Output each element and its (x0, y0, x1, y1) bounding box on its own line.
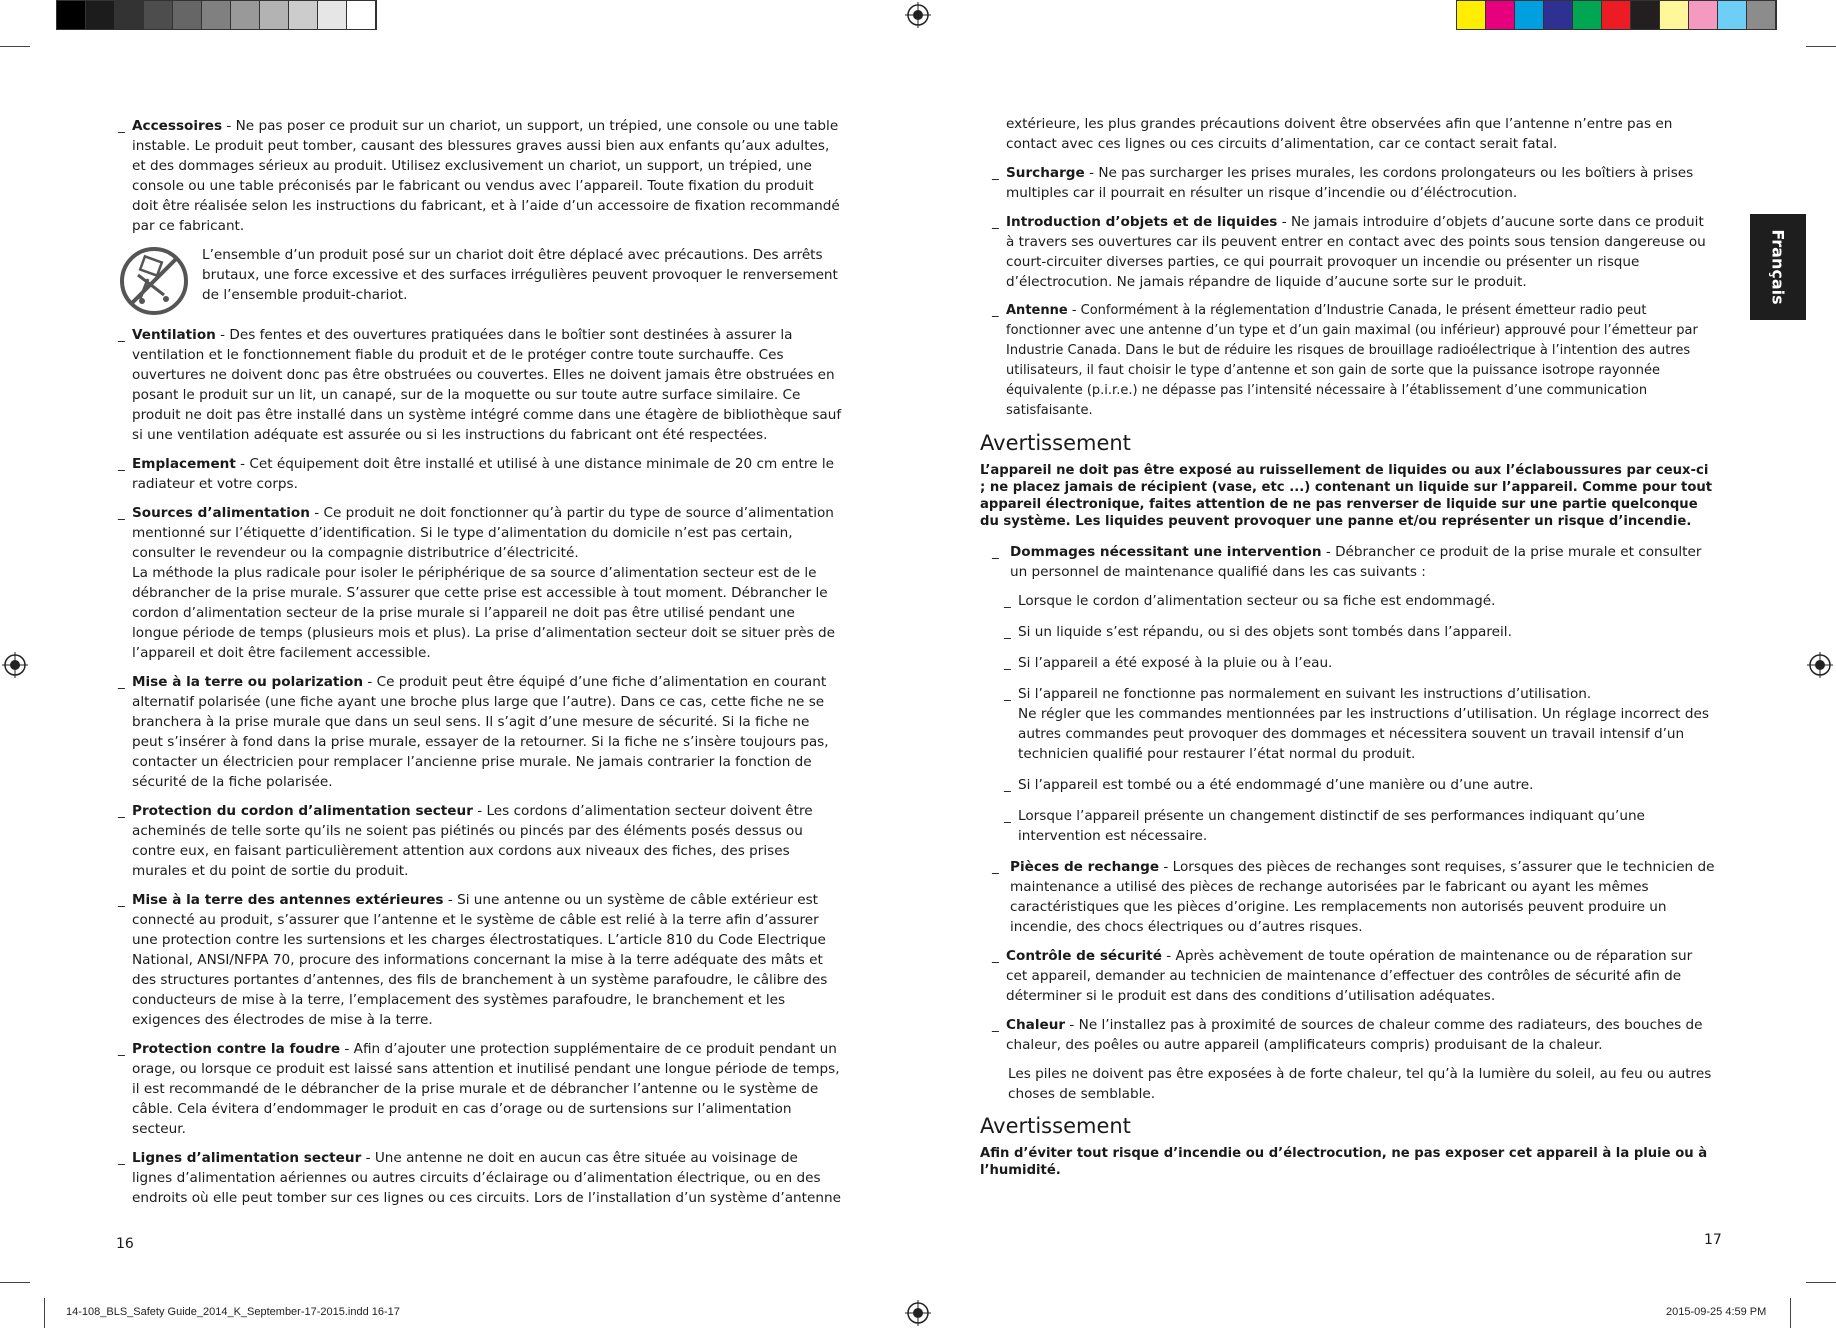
item-title: Mise à la terre ou polarization (132, 674, 364, 690)
item-title: Ventilation (132, 327, 216, 343)
crop-mark (1806, 46, 1836, 47)
item-title: Contrôle de sécurité (1006, 948, 1162, 964)
color-swatch (1457, 1, 1486, 29)
registration-mark-icon (905, 1300, 931, 1326)
damage-case: _ Si l’appareil est tombé ou a été endommagé d’une manière ou d’une autre. (992, 775, 1716, 795)
safety-item-cord-protection: _ Protection du cordon d’alimentation secteur - Les cordons d’alimentation secteur doivent être acheminés de telle sorte qu’ils ne soient pas piétinés ou pincés par des éléments posés dessus ou contre eux, en faisant particulièrement attention aux cordons aux niveaux des fiches, des prises murales et du point de sortie du produit. (118, 801, 842, 881)
color-swatch (1747, 1, 1776, 29)
item-title: Introduction d’objets et de liquides (1006, 214, 1278, 230)
process-color-bar (1456, 0, 1777, 30)
item-text: Après achèvement de toute opération de maintenance ou de réparation sur cet appareil, demander au technicien de maintenance d’effectuer des contrôles de sécurité afin de déterminer si le produit est dans des conditions d’utilisation adéquates. (1006, 948, 1693, 1004)
color-swatch (1486, 1, 1515, 29)
safety-item-power-lines: _ Lignes d’alimentation secteur - Une antenne ne doit en aucun cas être située au voisinage de lignes d’alimentation aériennes ou autres circuits d’éclairage ou d’alimentation électrique, ou en des endroits où elle peut tomber sur ces lignes ou ces circuits. Lors de l’installation d’un système d’antenne (118, 1148, 842, 1208)
continuation-text: extérieure, les plus grandes précautions doivent être observées afin que l’antenne n’entre pas en contact avec ces lignes ou ces circuits d’alimentation, car ce contact serait fatal. (1006, 116, 1673, 152)
item-title: Dommages nécessitant une intervention (1010, 544, 1322, 560)
item-text: Ne pas surcharger les prises murales, les cordons prolongateurs ou les boîtiers à prises multiples car il pourrait en résulter un risque d’incendie ou d’éléctrocution. (1006, 165, 1694, 201)
item-text: Ce produit peut être équipé d’une fiche d’alimentation en courant alternatif polarisée (une fiche ayant une broche plus large que l’autre). Dans ce cas, cette fiche ne se branchera à la prise murale que dans un seul sens. Il s’agit d’une mesure de sécurité. Si la fiche ne peut s’insérer à fond dans la prise murale, essayer de la retourner. Si la fiche ne s’insère toujours pas, contacter un électricien pour remplacer l’ancienne prise murale. Ne jamais contrarier la fonction de sécurité de la fiche polarisée. (132, 674, 829, 790)
damage-case-text: _ Si l’appareil ne fonctionne pas normalement en suivant les instructions d’utilisation. (1018, 686, 1592, 702)
registration-mark-icon (905, 2, 931, 28)
language-tab-label: Français (1768, 229, 1788, 305)
item-text: Des fentes et des ouvertures pratiquées dans le boîtier sont destinées à assurer la ventilation et le fonctionnement fiable du produit et de le protéger contre toute surchauffe. Ces ouvertures ne doivent donc pas être obstruées ou couvertes. Elles ne doivent jamais être obstruées en posant le produit sur un lit, un canapé, sur de la moquette ou sur toute autre surface similaire. Ce produit ne doit pas être installé dans un système intégré comme dans une étagère de bibliothèque sauf si une ventilation adéquate est assurée ou si les instructions du fabricant ont été respectées. (132, 327, 842, 443)
item-text-continued: La méthode la plus radicale pour isoler le périphérique de sa source d’alimentation secteur est de le débrancher de la prise murale. S’assurer que cette prise est accessible à tout moment. Débrancher le cordon d’alimentation secteur de la prise murale si l’appareil ne doit pas être utilisé pendant une longue période de temps (plusieurs mois et plus). La prise d’alimentation secteur doit se situer près de l’appareil et doit être facilement accessible. (132, 565, 835, 661)
color-swatch (1660, 1, 1689, 29)
item-text: Ne pas poser ce produit sur un chariot, un support, un trépied, une console ou une table instable. Le produit peut tomber, causant des blessures graves aussi bien aux enfants qu’aux adultes, et des dommages sérieux au produit. Utilisez exclusivement un chariot, un support, un trépied, une console ou une table préconisés par le fabricant ou vendus avec l’appareil. Toute fixation du produit doit être réalisée selon les instructions du fabricant, et à l’aide d’un accessoire de fixation recommandé par ce fabricant. (132, 118, 840, 234)
gray-swatch (86, 1, 115, 29)
footer-filename: 14-108_BLS_Safety Guide_2014_K_September-17-2015.indd 16-17 (66, 1306, 400, 1318)
safety-item-damage: _ Dommages nécessitant une intervention - Débrancher ce produit de la prise murale et consulter un personnel de maintenance qualifié dans les cas suivants : (992, 542, 1716, 582)
warning-heading: Avertissement (980, 1114, 1131, 1138)
safety-item-emplacement: _ Emplacement - Cet équipement doit être installé et utilisé à une distance minimale de 20 cm entre le radiateur et votre corps. (118, 454, 842, 494)
registration-mark-icon (1807, 652, 1833, 678)
item-text: Les cordons d’alimentation secteur doivent être acheminés de telle sorte qu’ils ne soient pas piétinés ou pincés par des éléments posés dessus ou contre eux, en faisant particulièrement attention aux cordons aux niveaux des fiches, des prises murales et du point de sortie du produit. (132, 803, 813, 879)
crop-mark (0, 1282, 30, 1283)
damage-case-detail: Ne régler que les commandes mentionnées par les instructions d’utilisation. Un réglage incorrect des autres commandes peut provoquer des dommages et nécessitera souvent un travail intensif d’un technicien qualifié pour restaurer l’état normal du produit. (1018, 706, 1709, 762)
item-text: Afin d’ajouter une protection supplémentaire de ce produit pendant un orage, ou lorsque ce produit est laissé sans attention et inutilisé pendant une longue période de temps, il est recommandé de le débrancher de la prise murale et de débrancher l’antenne ou le système de câble. Cela évitera d’endommager le produit en cas d’orage ou de surtensions sur l’alimentation secteur. (132, 1041, 840, 1137)
registration-mark-icon (2, 652, 28, 678)
damage-case (992, 684, 1716, 764)
color-swatch (1718, 1, 1747, 29)
footer-date: 2015-09-25 4:59 PM (1666, 1306, 1767, 1318)
gray-swatch (289, 1, 318, 29)
safety-item-safety-check: _ Contrôle de sécurité - Après achèvement de toute opération de maintenance ou de réparation sur cet appareil, demander au technicien de maintenance d’effectuer des contrôles de sécurité afin de déterminer si le produit est dans des conditions d’utilisation adéquates. (992, 946, 1716, 1006)
crop-mark (1790, 1298, 1791, 1328)
right-page-column (980, 114, 1716, 1191)
language-tab (1750, 214, 1806, 320)
damage-case: _ Lorsque l’appareil présente un changement distinctif de ses performances indiquant qu’une intervention est nécessaire. (992, 806, 1716, 846)
item-title: Sources d’alimentation (132, 505, 310, 521)
safety-item-antenna-grounding: _ Mise à la terre des antennes extérieures - Si une antenne ou un système de câble extérieur est connecté au produit, s’assurer que l’antenne et le système de câble est relié à la terre afin d’assurer une protection contre les surtensions et les charges électrostatiques. L’article 810 du Code Electrique National, ANSI/NFPA 70, procure des informations concernant la mise à la terre adéquate des mâts et des structures portantes d’antennes, des fils de branchement à un système parafoudre, le câlibre des conducteurs de mise à la terre, l’emplacement des systèmes parafoudre, le branchement et les exigences des électrodes de mise à la terre. (118, 890, 842, 1030)
item-title: Emplacement (132, 456, 236, 472)
item-text: Si une antenne ou un système de câble extérieur est connecté au produit, s’assurer que l’antenne et le système de câble est relié à la terre afin d’assurer une protection contre les surtensions et les charges électrostatiques. L’article 810 du Code Electrique National, ANSI/NFPA 70, procure des informations concernant la mise à la terre adéquate des mâts et des structures portantes d’antennes, des fils de branchement à un système parafoudre, le câlibre des conducteurs de mise à la terre, l’emplacement des systèmes parafoudre, le branchement et les exigences des électrodes de mise à la terre. (132, 892, 828, 1028)
crop-mark (1806, 1282, 1836, 1283)
gray-swatch (347, 1, 376, 29)
gray-swatch (318, 1, 347, 29)
item-title: Mise à la terre des antennes extérieures (132, 892, 444, 908)
crop-mark (0, 46, 30, 47)
batteries-note: Les piles ne doivent pas être exposées à de forte chaleur, tel qu’à la lumière du soleil, au feu ou autres choses de semblable. (1008, 1066, 1712, 1102)
damage-case: _ Lorsque le cordon d’alimentation secteur ou sa fiche est endommagé. (992, 591, 1716, 611)
item-title: Accessoires (132, 118, 223, 134)
item-text: Débrancher ce produit de la prise murale et consulter un personnel de maintenance qualifié dans les cas suivants : (1010, 544, 1702, 580)
gray-swatch (144, 1, 173, 29)
color-swatch (1515, 1, 1544, 29)
page-number-left: 16 (116, 1236, 134, 1252)
item-text: Conformément à la réglementation d’Industrie Canada, le présent émetteur radio peut fonctionner avec une antenne d’un type et d’un gain maximal (ou inférieur) approuvé pour l’émetteur par Industrie Canada. Dans le but de réduire les risques de brouillage radioélectrique à l’intention des autres utilisateurs, il faut choisir le type d’antenne et son gain de sorte que la puissance isotrope rayonnée équivalente (p.i.r.e.) ne dépasse pas l’intensité nécessaire à l’établissement d’une communication satisfaisante. (1006, 303, 1698, 418)
warning-heading: Avertissement (980, 431, 1131, 455)
warning-text: Afin d’éviter tout risque d’incendie ou d’électrocution, ne pas exposer cet appareil à la pluie ou à l’humidité. (980, 1146, 1708, 1178)
item-title: Lignes d’alimentation secteur (132, 1150, 362, 1166)
item-title: Pièces de rechange (1010, 859, 1160, 875)
color-swatch (1573, 1, 1602, 29)
gray-swatch (173, 1, 202, 29)
gray-swatch (260, 1, 289, 29)
warning-text: L’appareil ne doit pas être exposé au ruissellement de liquides ou aux l’éclaboussures par ceux-ci ; ne placez jamais de récipient (vase, etc ...) contenant un liquide sur l’appareil. Comme pour tout appareil électronique, faites attention de ne pas renverser de liquide sur une partie quelconque du système. Les liquides peuvent provoquer une panne et/ou représenter un risque d’incendie. (980, 463, 1713, 529)
item-title: Protection du cordon d’alimentation secteur (132, 803, 473, 819)
crop-mark (44, 1298, 45, 1328)
safety-item-lightning: _ Protection contre la foudre - Afin d’ajouter une protection supplémentaire de ce produit pendant un orage, ou lorsque ce produit est laissé sans attention et inutilisé pendant une longue période de temps, il est recommandé de le débrancher de la prise murale et de débrancher l’antenne ou le système de câble. Cela évitera d’endommager le produit en cas d’orage ou de surtensions sur l’alimentation secteur. (118, 1039, 842, 1139)
safety-item-objects-liquids: _ Introduction d’objets et de liquides - Ne jamais introduire d’objets d’aucune sorte dans ce produit à travers ses ouvertures car ils peuvent entrer en contact avec des points sous tension dangereuse ou court-circuiter diverses parties, ce qui pourrait provoquer un incendie ou présenter un risque d’électrocution. Ne jamais répandre de liquide d’aucune sorte sur le produit. (992, 212, 1716, 292)
item-title: Surcharge (1006, 165, 1085, 181)
item-text: Cet équipement doit être installé et utilisé à une distance minimale de 20 cm entre le radiateur et votre corps. (132, 456, 834, 492)
color-swatch (1602, 1, 1631, 29)
left-page-column (118, 116, 842, 1217)
color-swatch (1689, 1, 1718, 29)
cart-tip-over-warning-icon (118, 245, 190, 317)
item-title: Chaleur (1006, 1017, 1066, 1033)
color-swatch (1544, 1, 1573, 29)
grayscale-color-bar (56, 0, 377, 30)
gray-swatch (202, 1, 231, 29)
item-title: Protection contre la foudre (132, 1041, 341, 1057)
safety-item-antenne: _ Antenne - Conformément à la réglementation d’Industrie Canada, le présent émetteur radio peut fonctionner avec une antenne d’un type et d’un gain maximal (ou inférieur) approuvé pour l’émetteur par Industrie Canada. Dans le but de réduire les risques de brouillage radioélectrique à l’intention des autres utilisateurs, il faut choisir le type d’antenne et son gain de sorte que la puissance isotrope rayonnée équivalente (p.i.r.e.) ne dépasse pas l’intensité nécessaire à l’établissement d’une communication satisfaisante. (992, 301, 1716, 421)
item-text: Lorsques des pièces de rechanges sont requises, s’assurer que le technicien de maintenance a utilisé des pièces de rechange autorisées par le fabricant ou ayant les mêmes caractéristiques que les pièces d’origine. Les remplacements non autorisés peuvent produire un incendie, des chocs électriques ou d’autres risques. (1010, 859, 1715, 935)
damage-case: _ Si l’appareil a été exposé à la pluie ou à l’eau. (992, 653, 1716, 673)
safety-item-ventilation: _ Ventilation - Des fentes et des ouvertures pratiquées dans le boîtier sont destinées à assurer la ventilation et le fonctionnement fiable du produit et de le protéger contre toute surchauffe. Ces ouvertures ne doivent donc pas être obstruées ou couvertes. Elles ne doivent jamais être obstruées en posant le produit sur un lit, un canapé, sur de la moquette ou sur toute autre surface similaire. Ce produit ne doit pas être installé dans un système intégré comme dans une étagère de bibliothèque sauf si une ventilation adéquate est assurée ou si les instructions du fabricant ont été respectées. (118, 325, 842, 445)
safety-item-heat: _ Chaleur - Ne l’installez pas à proximité de sources de chaleur comme des radiateurs, des bouches de chaleur, des poêles ou autre appareil (amplificateurs compris) produisant de la chaleur. (992, 1015, 1716, 1055)
damage-case: _ Si un liquide s’est répandu, ou si des objets sont tombés dans l’appareil. (992, 622, 1716, 642)
gray-swatch (57, 1, 86, 29)
gray-swatch (231, 1, 260, 29)
cart-warning-note (118, 245, 842, 317)
safety-item-spare-parts: _ Pièces de rechange - Lorsques des pièces de rechanges sont requises, s’assurer que le technicien de maintenance a utilisé des pièces de rechange autorisées par le fabricant ou ayant les mêmes caractéristiques que les pièces d’origine. Les remplacements non autorisés peuvent produire un incendie, des chocs électriques ou d’autres risques. (992, 857, 1716, 937)
cart-note-text: L’ensemble d’un produit posé sur un chariot doit être déplacé avec précautions. Des arrêts brutaux, une force excessive et des surfaces irrégulières peuvent provoquer le renversement de l’ensemble produit-chariot. (202, 247, 838, 303)
page-number-right: 17 (1704, 1232, 1722, 1248)
gray-swatch (115, 1, 144, 29)
safety-item-polarization: _ Mise à la terre ou polarization - Ce produit peut être équipé d’une fiche d’alimentation en courant alternatif polarisée (une fiche ayant une broche plus large que l’autre). Dans ce cas, cette fiche ne se branchera à la prise murale que dans un seul sens. Il s’agit d’une mesure de sécurité. Si la fiche ne peut s’insérer à fond dans la prise murale, essayer de la retourner. Si la fiche ne s’insère toujours pas, contacter un électricien pour remplacer l’ancienne prise murale. Ne jamais contrarier la fonction de sécurité de la fiche polarisée. (118, 672, 842, 792)
item-text: Ne jamais introduire d’objets d’aucune sorte dans ce produit à travers ses ouvertures car ils peuvent entrer en contact avec des points sous tension dangereuse ou court-circuiter diverses parties, ce qui pourrait provoquer un incendie ou présenter un risque d’électrocution. Ne jamais répandre de liquide d’aucune sorte sur le produit. (1006, 214, 1706, 290)
safety-item-sources: _ Sources d’alimentation - Ce produit ne doit fonctionner qu’à partir du type de source d’alimentation mentionné sur l’étiquette d’identification. Si le type d’alimentation du domicile n’est pas certain, consulter le revendeur ou la compagnie distributrice d’électricité. La méthode la plus radicale pour isoler le périphérique de sa source d’alimentation secteur est de le débrancher de la prise murale. S’assurer que cette prise est accessible à tout moment. Débrancher le cordon d’alimentation secteur de la prise murale si l’appareil ne doit pas être utilisé pendant une longue période de temps (plusieurs mois et plus). La prise d’alimentation secteur doit se situer près de l’appareil et doit être facilement accessible. (118, 503, 842, 663)
safety-item-surcharge: _ Surcharge - Ne pas surcharger les prises murales, les cordons prolongateurs ou les boîtiers à prises multiples car il pourrait en résulter un risque d’incendie ou d’éléctrocution. (992, 163, 1716, 203)
item-text: Ne l’installez pas à proximité de sources de chaleur comme des radiateurs, des bouches de chaleur, des poêles ou autre appareil (amplificateurs compris) produisant de la chaleur. (1006, 1017, 1703, 1053)
item-text: Ce produit ne doit fonctionner qu’à partir du type de source d’alimentation mentionné sur l’étiquette d’identification. Si le type d’alimentation du domicile n’est pas certain, consulter le revendeur ou la compagnie distributrice d’électricité. (132, 505, 834, 561)
safety-item-accessoires: _ Accessoires - Ne pas poser ce produit sur un chariot, un support, un trépied, une console ou une table instable. Le produit peut tomber, causant des blessures graves aussi bien aux enfants qu’aux adultes, et des dommages sérieux au produit. Utilisez exclusivement un chariot, un support, un trépied, une console ou une table préconisés par le fabricant ou vendus avec l’appareil. Toute fixation du produit doit être réalisée selon les instructions du fabricant, et à l’aide d’un accessoire de fixation recommandé par ce fabricant. (118, 116, 842, 236)
item-text: Une antenne ne doit en aucun cas être située au voisinage de lignes d’alimentation aériennes ou autres circuits d’éclairage ou d’alimentation électrique, ou en des endroits où elle peut tomber sur ces lignes ou ces circuits. Lors de l’installation d’un système d’antenne (132, 1150, 841, 1206)
color-swatch (1631, 1, 1660, 29)
item-title: Antenne (1006, 303, 1068, 318)
